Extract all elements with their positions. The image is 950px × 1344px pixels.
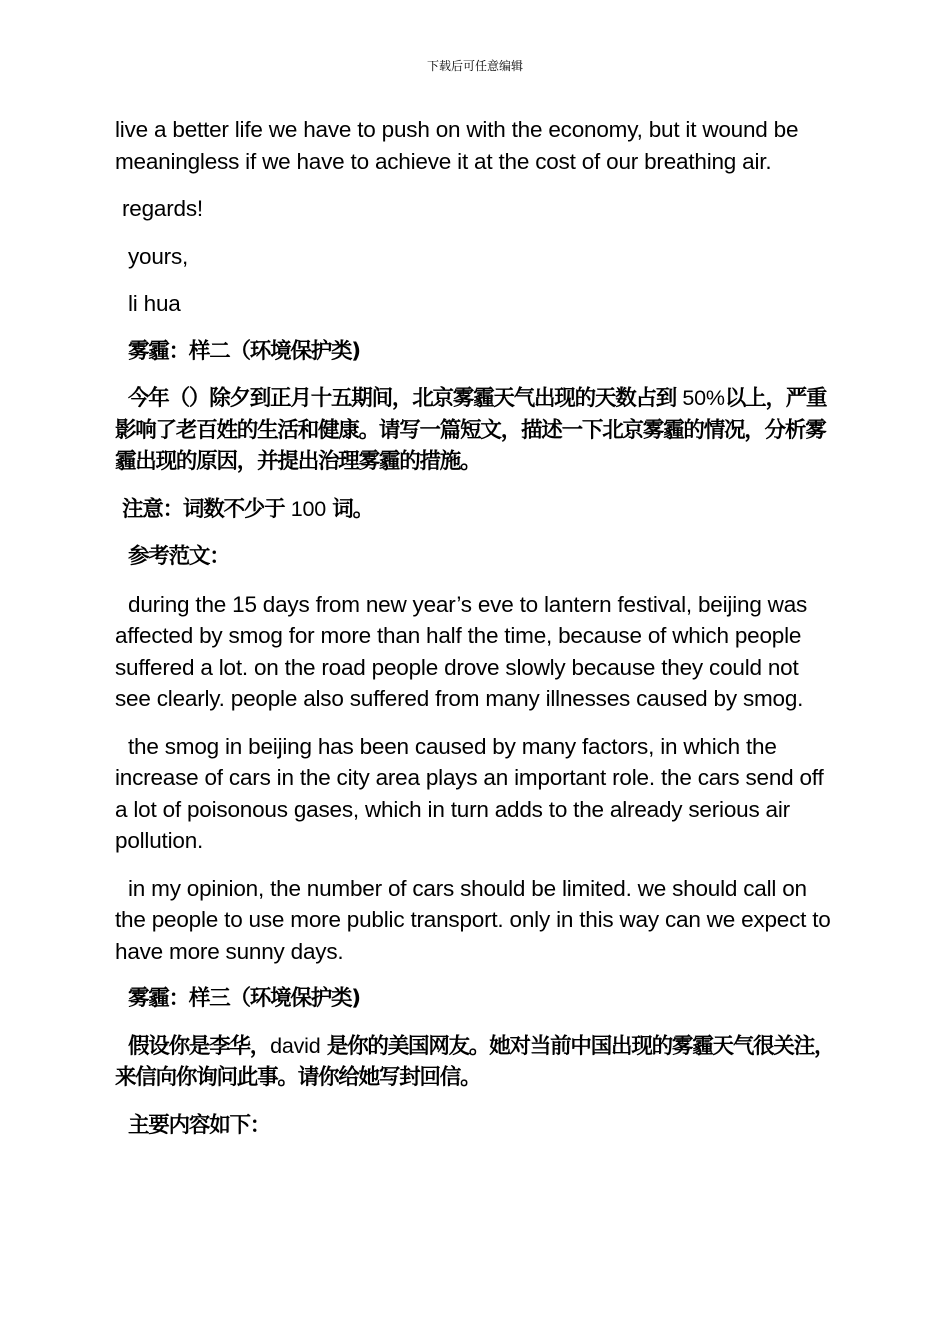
letter-signoff: yours, — [128, 243, 189, 269]
essay-paragraph: in my opinion, the number of cars should be limited. we should call on the people to use more public transport. only in this way can we expect to have more sunny days. — [115, 875, 831, 964]
task-prompt-two-percent: 50% — [682, 386, 725, 410]
word-count-note — [115, 494, 840, 526]
task-prompt-two-text: 今年（）除夕到正月十五期间，北京雾霾天气出现的天数占到 — [128, 386, 677, 411]
task-prompt-three-name: david — [270, 1033, 321, 1058]
letter-closing: regards! — [122, 196, 203, 221]
word-count-note-text: 注意：词数不少于 — [122, 496, 285, 522]
section-heading-sample-three: 雾霾：样三（环境保护类) — [128, 986, 360, 1011]
document-body — [115, 114, 840, 1157]
essay-paragraph: the smog in beijing has been caused by many factors, in which the increase of cars in the city area plays an important role. the cars send off a lot of poisonous gases, which in turn adds to the already serious air pollution. — [115, 733, 824, 853]
word-count-number: 100 — [290, 496, 326, 521]
section-heading-sample-two: 雾霾：样二（环境保护类) — [128, 338, 360, 364]
essay-paragraph: during the 15 days from new year’s eve to lantern festival, beijing was affected by smog for more than half the time, because of which people suffered a lot. on the road people drove slowly because they could not see clearly. people also suffered from many illnesses caused by smog. — [115, 591, 808, 711]
paragraph-letter-ending: live a better life we have to push on with the economy, but it wound be meaningless if we have to achieve it at the cost of our breathing air. — [115, 117, 799, 174]
task-prompt-three-text: 假设你是李华， — [128, 1033, 271, 1059]
main-content-label: 主要内容如下： — [128, 1112, 271, 1138]
task-prompt-three-text-rest: 是你的美国网友。她对当前中国出现的雾霾天气很关注，来信向你询问此事。请你给她写封回信。 — [115, 1033, 835, 1090]
sample-essay-label: 参考范文： — [128, 544, 230, 569]
task-prompt-three — [115, 1031, 840, 1094]
letter-signature: li hua — [128, 291, 181, 316]
task-prompt-two — [115, 383, 840, 478]
page-header: 下载后可任意编辑 — [426, 59, 523, 73]
word-count-unit: 词。 — [332, 496, 373, 522]
task-prompt-two-text-rest: 以上，严重影响了老百姓的生活和健康。请写一篇短文，描述一下北京雾霾的情况，分析雾霾出现的原因，并提出治理雾霾的措施。 — [115, 386, 827, 474]
